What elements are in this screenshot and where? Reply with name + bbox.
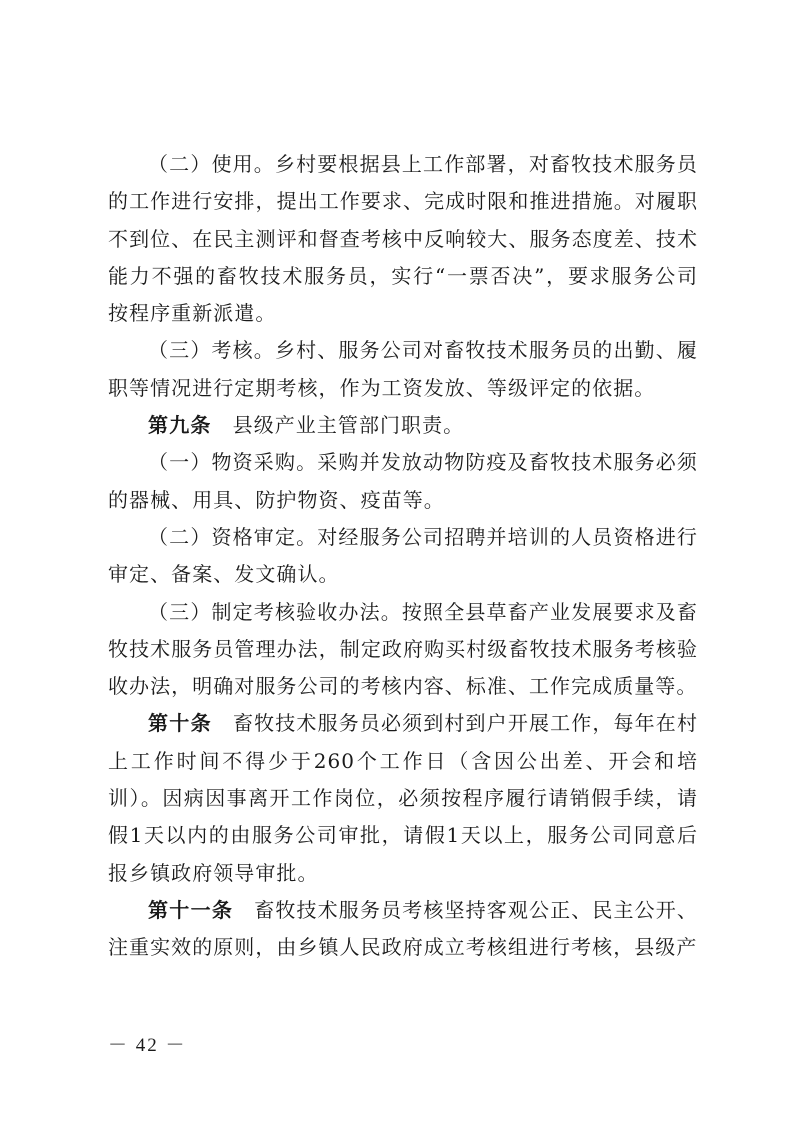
paragraph-text: （二）资格审定。对经服务公司招聘并培训的人员资格进行审定、备案、发文确认。 bbox=[108, 524, 698, 587]
paragraph-text: （二）使用。乡村要根据县上工作部署，对畜牧技术服务员的工作进行安排，提出工作要求、完成时限和推进措施。对履职不到位、在民主测评和督查考核中反响较大、服务态度差、技术能力不强的畜牧技术服务员，实行“一票否决”，要求服务公司按程序重新派遣。 bbox=[108, 152, 698, 326]
paragraph-procurement bbox=[108, 444, 698, 519]
paragraph-text: （一）物资采购。采购并发放动物防疫及畜牧技术服务必须的器械、用具、防护物资、疫苗等。 bbox=[108, 450, 698, 512]
paragraph-text: 畜牧技术服务员考核坚持客观公正、民主公开、注重实效的原则，由乡镇人民政府成立考核组进行考核，县级产 bbox=[108, 897, 698, 960]
paragraph-assessment bbox=[108, 332, 698, 407]
article-10-heading: 第十条 bbox=[148, 711, 212, 736]
paragraph-text: 县级产业主管部门职责。 bbox=[211, 413, 465, 438]
paragraph-acceptance-rules bbox=[108, 594, 698, 706]
paragraph-qualification bbox=[108, 519, 698, 594]
paragraph-text: （三）制定考核验收办法。按照全县草畜产业发展要求及畜牧技术服务员管理办法，制定政府购买村级畜牧技术服务考核验收办法，明确对服务公司的考核内容、标准、工作完成质量等。 bbox=[108, 599, 698, 699]
paragraph-use bbox=[108, 146, 698, 332]
article-10 bbox=[108, 705, 698, 891]
article-11-heading: 第十一条 bbox=[148, 897, 234, 922]
article-9-heading: 第九条 bbox=[148, 413, 212, 438]
paragraph-text: （三）考核。乡村、服务公司对畜牧技术服务员的出勤、履职等情况进行定期考核，作为工资发放、等级评定的依据。 bbox=[108, 338, 698, 400]
article-11 bbox=[108, 892, 698, 967]
body-text bbox=[108, 146, 698, 967]
paragraph-text: 畜牧技术服务员必须到村到户开展工作，每年在村上工作时间不得少于260个工作日（含因公出差、开会和培训）。因病因事离开工作岗位，必须按程序履行请销假手续，请假1天以内的由服务公司审批，请假1天以上，服务公司同意后报乡镇政府领导审批。 bbox=[108, 711, 698, 885]
article-9 bbox=[108, 407, 698, 444]
page-number: － 42 － bbox=[108, 1035, 187, 1056]
